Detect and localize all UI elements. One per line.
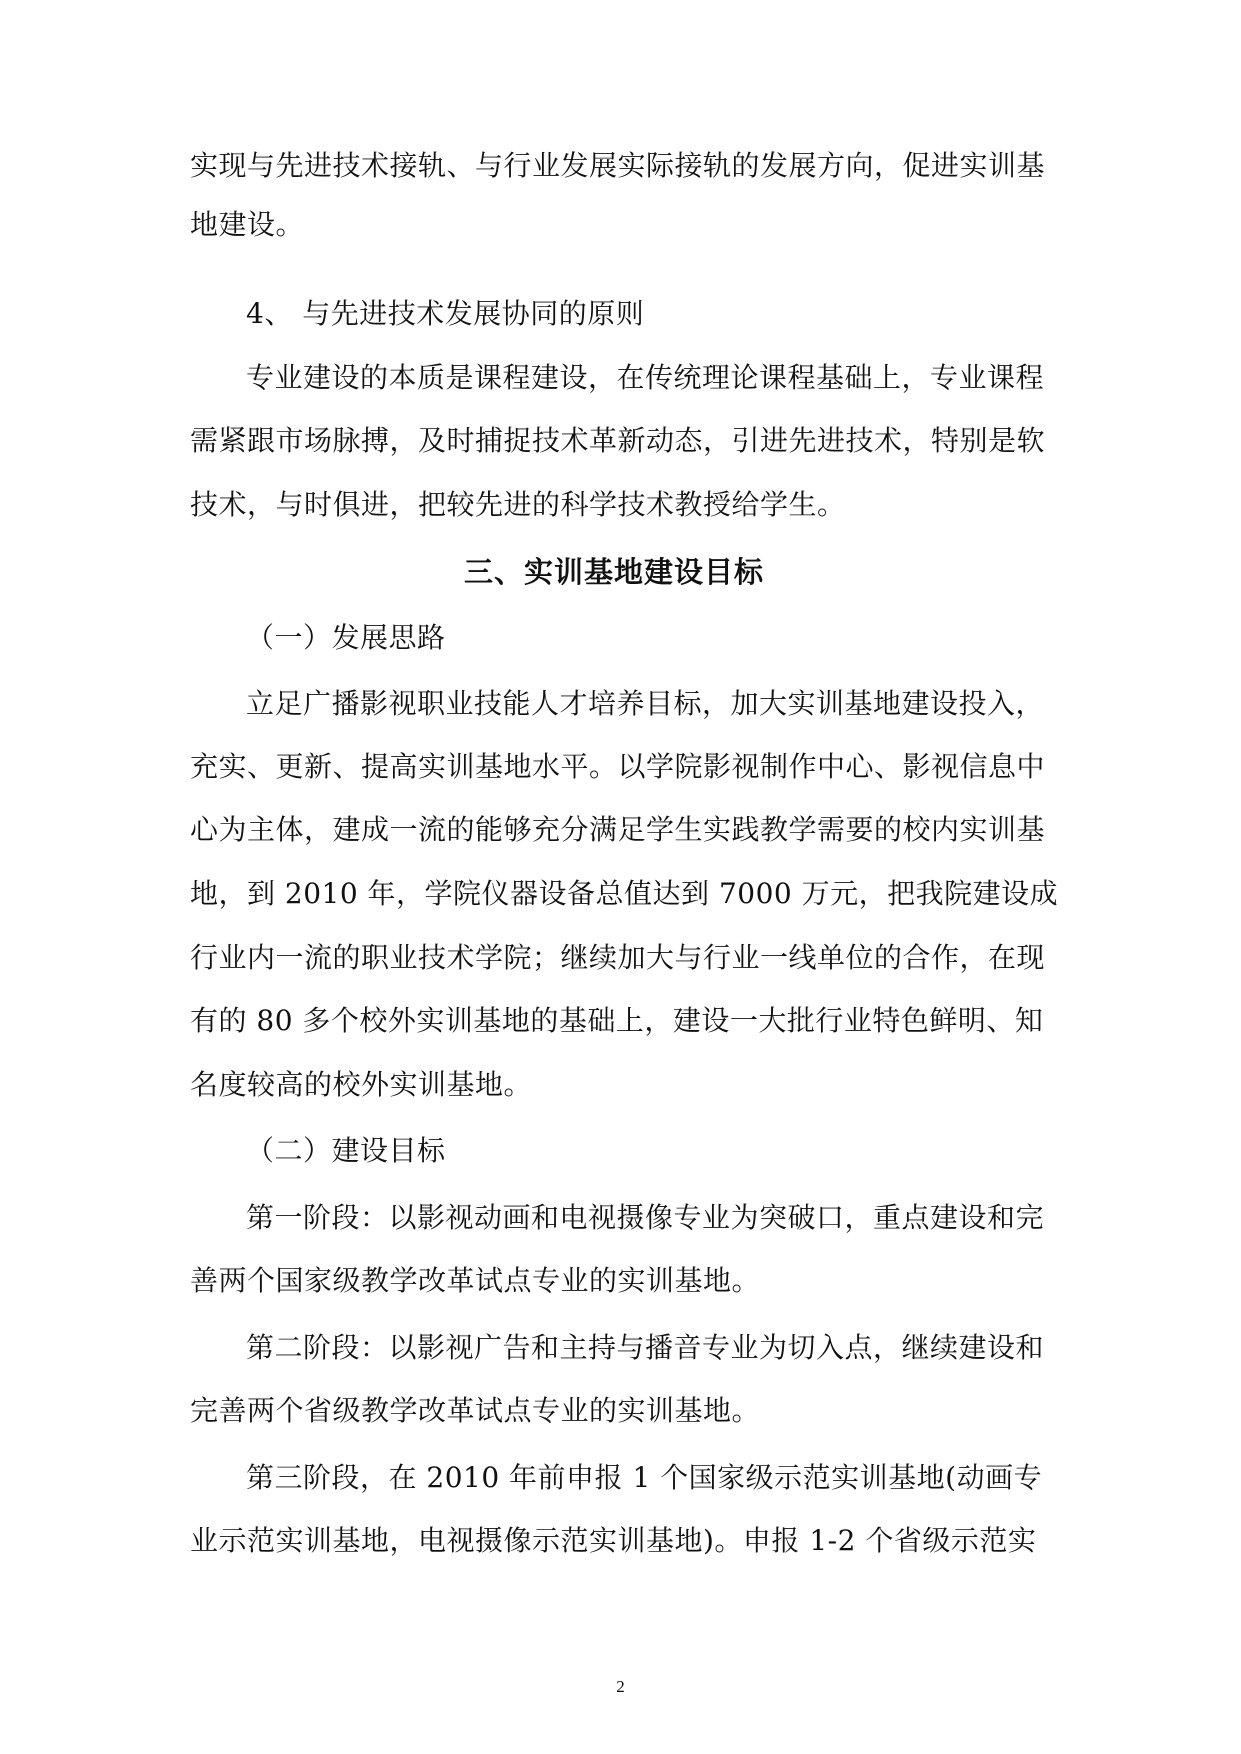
text-line: 名度较高的校外实训基地。 xyxy=(190,1068,533,1101)
subsection-heading: （二）建设目标 xyxy=(246,1134,446,1167)
text-line: 实现与先进技术接轨、与行业发展实际接轨的发展方向，促进实训基 xyxy=(190,149,1046,182)
text-line: 完善两个省级教学改革试点专业的实训基地。 xyxy=(190,1394,761,1427)
text-line: 技术，与时俱进，把较先进的科学技术教授给学生。 xyxy=(190,488,846,521)
text-line: 业示范实训基地，电视摄像示范实训基地)。申报 1-2 个省级示范实 xyxy=(190,1524,1037,1557)
text-line: 有的 80 多个校外实训基地的基础上，建设一大批行业特色鲜明、知 xyxy=(190,1004,1044,1037)
text-line: 地，到 2010 年，学院仪器设备总值达到 7000 万元，把我院建设成 xyxy=(190,877,1059,910)
list-item-heading: 4、 与先进技术发展协同的原则 xyxy=(246,297,645,330)
text-line: 第一阶段：以影视动画和电视摄像专业为突破口，重点建设和完 xyxy=(246,1201,1045,1234)
text-line: 需紧跟市场脉搏，及时捕捉技术革新动态，引进先进技术，特别是软 xyxy=(190,424,1046,457)
subsection-heading: （一）发展思路 xyxy=(246,621,446,654)
text-line: 专业建设的本质是课程建设，在传统理论课程基础上，专业课程 xyxy=(246,361,1045,394)
text-line: 第二阶段：以影视广告和主持与播音专业为切入点，继续建设和 xyxy=(246,1331,1045,1364)
text-line: 地建设。 xyxy=(190,208,305,241)
text-line: 第三阶段，在 2010 年前申报 1 个国家级示范实训基地(动画专 xyxy=(246,1461,1043,1494)
section-heading: 三、实训基地建设目标 xyxy=(464,555,765,589)
page-number: 2 xyxy=(616,1677,625,1696)
text-line: 充实、更新、提高实训基地水平。以学院影视制作中心、影视信息中 xyxy=(190,750,1046,783)
text-line: 行业内一流的职业技术学院；继续加大与行业一线单位的合作，在现 xyxy=(190,941,1046,974)
text-line: 心为主体，建成一流的能够充分满足学生实践教学需要的校内实训基 xyxy=(190,813,1046,846)
text-line: 立足广播影视职业技能人才培养目标，加大实训基地建设投入， xyxy=(246,687,1045,720)
text-line: 善两个国家级教学改革试点专业的实训基地。 xyxy=(190,1264,761,1297)
